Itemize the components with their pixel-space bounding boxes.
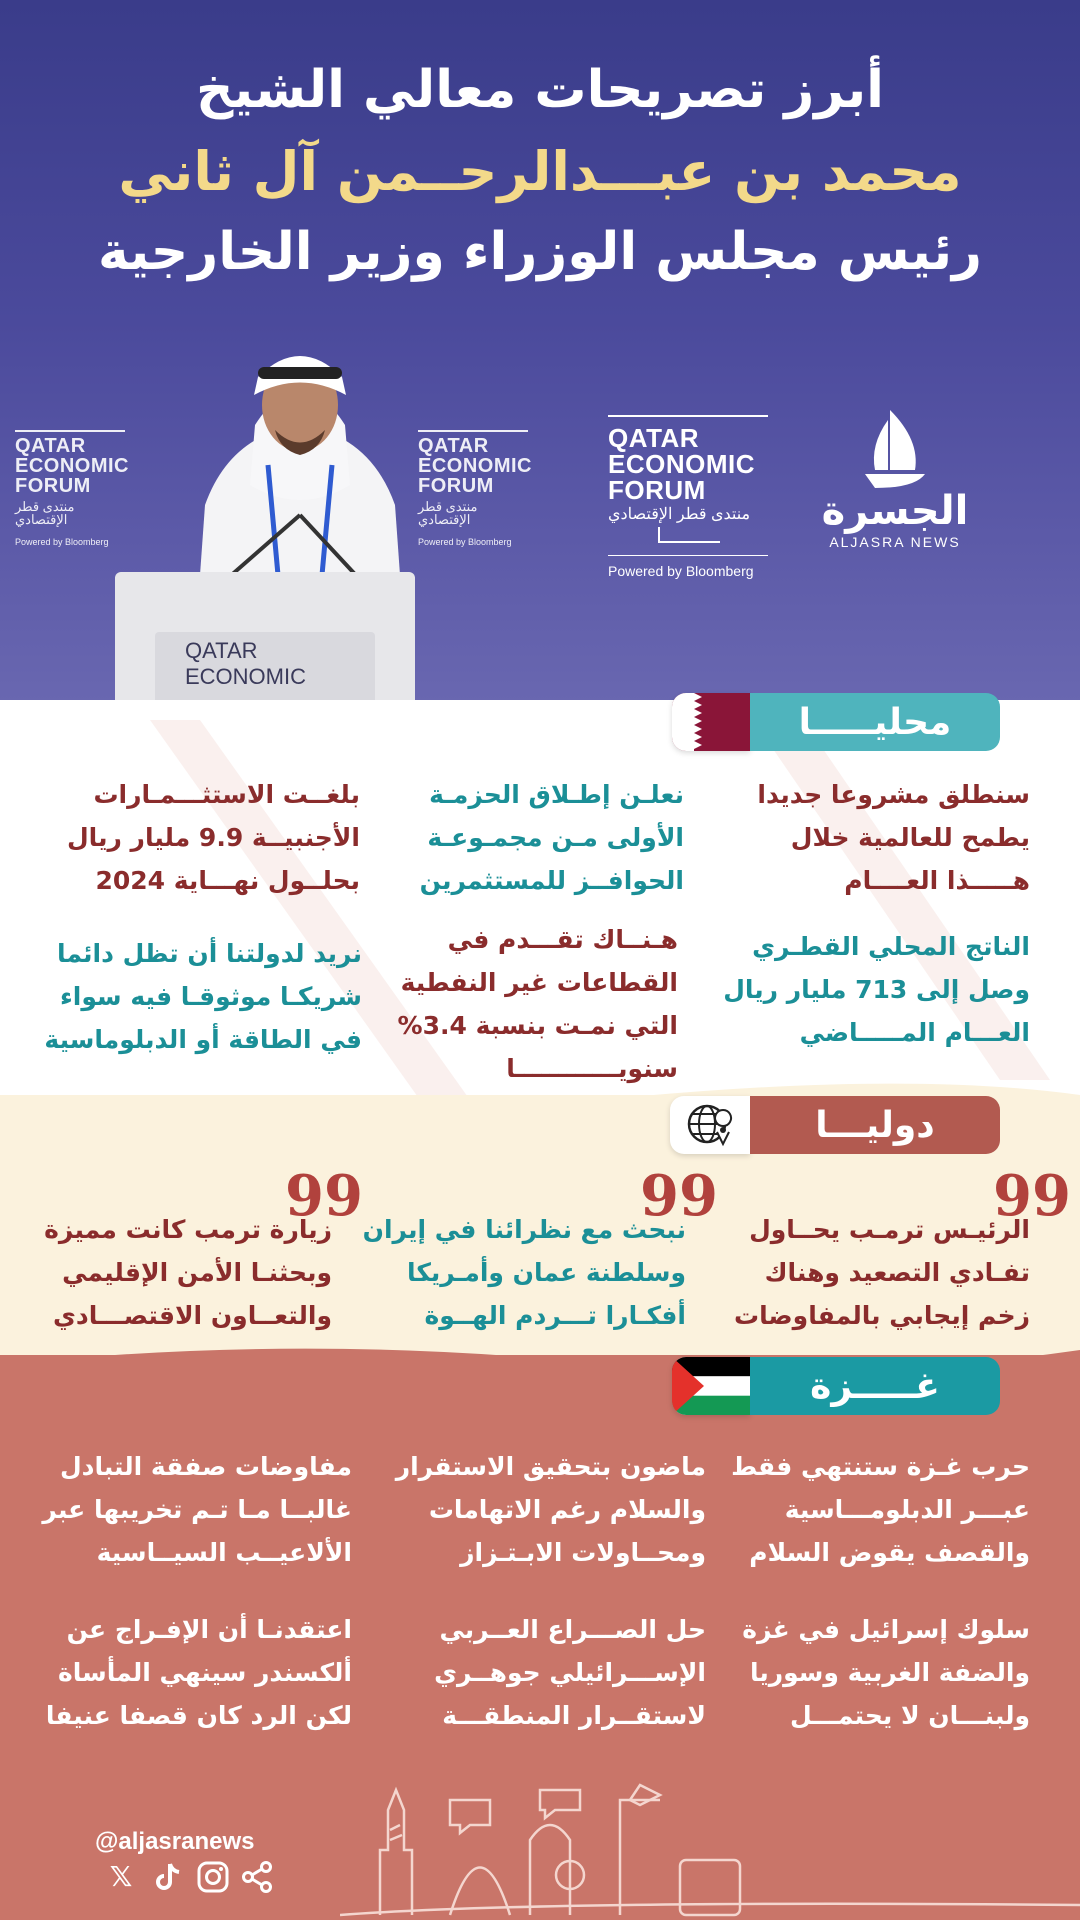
skyline-illustration (340, 1780, 1080, 1920)
social-handle[interactable]: @aljasranews (95, 1828, 255, 1855)
local-statement-5: هـنــاك تقـــدم في القطاعات غير النفطية التي نمـت بنسبة 3.4% سنويــــــــــــا (397, 925, 678, 1083)
gaza-section-label: غـــــزة (750, 1357, 1000, 1415)
forum-logo: QATAR ECONOMIC FORUM منتدى قطر الإقتصادي Powered by Bloomberg (608, 415, 768, 578)
hero-banner (0, 0, 1080, 715)
headline-line-2: محمد بن عبـــدالرحــمن آل ثاني (118, 140, 962, 203)
instagram-icon[interactable] (196, 1860, 230, 1894)
headline-line-3: رئيس مجلس الوزراء وزير الخارجية (98, 222, 982, 282)
gaza-statement-5: حل الصـــراع العــربي الإســـرائيلي جوهــري لاستقــرار المنطقـــة (434, 1615, 706, 1730)
gaza-statement-4: سلوك إسرائيل في غزة والضفة الغربية وسوريا ولبنـــان لا يحتمـــل (742, 1615, 1030, 1730)
backdrop-forum-logo-right: QATAR ECONOMIC FORUM منتدى قطر الإقتصادي Powered by Bloomberg (418, 430, 528, 547)
globe-location-icon (670, 1096, 750, 1154)
qatar-flag-icon (672, 693, 750, 751)
podium-forum-logo: QATAR ECONOMIC (155, 632, 375, 715)
tiktok-icon[interactable] (152, 1860, 186, 1894)
gaza-statement-3: مفاوضات صفقة التبادل غالبــا مـا تـم تخريبها عبر الألاعيــب السيــاسية (42, 1452, 352, 1567)
local-statement-6: نريد لدولتنا أن تظل دائما شريكـا موثوقـا فيه سواء في الطاقة أو الدبلوماسية (44, 939, 362, 1054)
quote-mark-1: 99 (993, 1163, 1071, 1229)
palestine-flag-icon (672, 1357, 750, 1415)
international-statement-3: زيارة ترمب كانت مميزة وبحثنـا الأمن الإقليمي والتعــاون الاقتصـــادي (44, 1215, 332, 1330)
sailboat-icon (860, 410, 930, 490)
local-statement-2: نعلـن إطـلاق الحزمـة الأولى مـن مجمـوعـة الحوافــز للمستثمرين (419, 780, 684, 895)
quote-mark-2: 99 (640, 1163, 718, 1229)
local-statement-1: سنطلق مشروعا جديدا يطمح للعالمية خلال هـــــذا العــــام (757, 780, 1030, 895)
headline-line-1: أبرز تصريحات معالي الشيخ (195, 60, 884, 120)
backdrop-forum-logo-left: QATAR ECONOMIC FORUM منتدى قطر الإقتصادي Powered by Bloomberg (15, 430, 125, 547)
gaza-statement-2: ماضون بتحقيق الاستقرار والسلام رغم الاتهامات ومحــاولات الابـتـزاز (395, 1452, 706, 1567)
international-section-label: دوليـــا (750, 1096, 1000, 1154)
aljasra-logo: الجسرة ALJASRA NEWS (820, 410, 970, 580)
local-statement-3: بلغــت الاستثـــمـارات الأجنبيــة 9.9 مليار ريال بحلــول نهـــاية 2024 (66, 780, 360, 895)
x-icon[interactable]: 𝕏 (109, 1860, 133, 1893)
gaza-statement-6: اعتقدنـا أن الإفـراج عن ألكسندر سينهي المأساة لكن الرد كان قصفا عنيفا (45, 1615, 352, 1730)
international-statement-2: نبحث مع نظرائنا في إيران وسلطنة عمان وأمـريكا أفكـارا تـــردم الهــوة (362, 1215, 686, 1330)
gaza-statement-1: حرب غـزة ستنتهي فقط عبـــر الدبلومـــاسية والقصف يقوض السلام (731, 1452, 1030, 1567)
share-icon[interactable] (240, 1860, 274, 1894)
local-section-label: محليـــــا (750, 693, 1000, 751)
international-statement-1: الرئيـس ترمـب يحــاول تفـادي التصعيد وهناك زخم إيجابي بالمفاوضات (734, 1215, 1030, 1330)
local-statement-4: الناتج المحلي القطـري وصل إلى 713 مليار ريال العـــام المـــــاضي (723, 932, 1030, 1047)
quote-mark-3: 99 (285, 1163, 363, 1229)
